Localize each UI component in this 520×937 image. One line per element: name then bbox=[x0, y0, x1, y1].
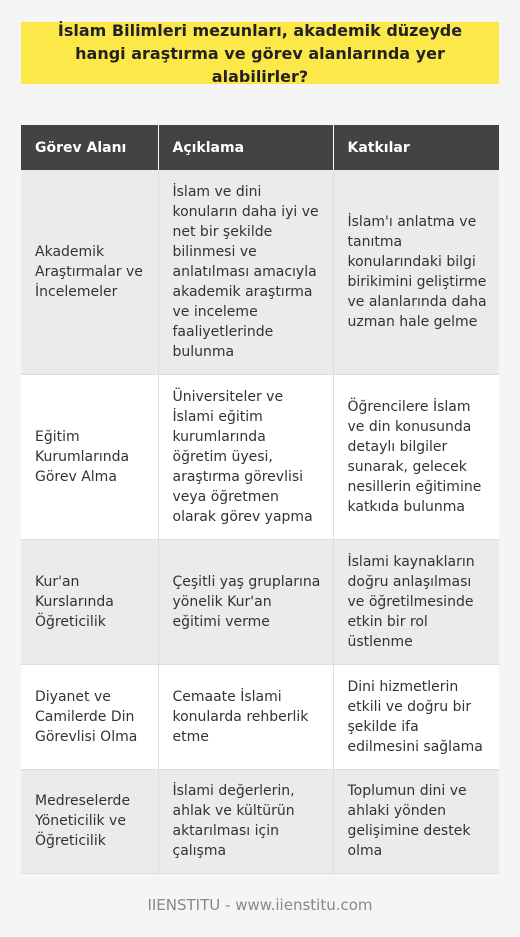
duty-area-cell: Medreselerde Yöneticilik ve Öğreticilik bbox=[21, 769, 158, 873]
page-title: İslam Bilimleri mezunları, akademik düzeyde hangi araştırma ve görev alanlarında yer alabilirler? bbox=[57, 20, 463, 86]
contribution-cell: Öğrencilere İslam ve din konusunda detaylı bilgiler sunarak, gelecek nesillerin eğitimine katkıda bulunma bbox=[333, 374, 499, 539]
column-header-contributions: Katkılar bbox=[333, 125, 499, 170]
table-header-row bbox=[21, 125, 499, 170]
description-cell: Çeşitli yaş gruplarına yönelik Kur'an eğitimi verme bbox=[158, 539, 333, 664]
table-row bbox=[21, 769, 499, 873]
title-banner bbox=[21, 22, 499, 84]
duty-area-cell: Kur'an Kurslarında Öğreticilik bbox=[21, 539, 158, 664]
table-row bbox=[21, 539, 499, 664]
contribution-cell: Toplumun dini ve ahlaki yönden gelişimine destek olma bbox=[333, 769, 499, 873]
description-cell: Cemaate İslami konularda rehberlik etme bbox=[158, 664, 333, 769]
column-header-description: Açıklama bbox=[158, 125, 333, 170]
duties-table bbox=[21, 125, 499, 874]
description-cell: İslami değerlerin, ahlak ve kültürün aktarılması için çalışma bbox=[158, 769, 333, 873]
table-row bbox=[21, 374, 499, 539]
contribution-cell: Dini hizmetlerin etkili ve doğru bir şekilde ifa edilmesini sağlama bbox=[333, 664, 499, 769]
duty-area-cell: Akademik Araştırmalar ve İncelemeler bbox=[21, 170, 158, 374]
contribution-cell: İslam'ı anlatma ve tanıtma konularındaki bilgi birikimini geliştirme ve alanlarında daha uzman hale gelme bbox=[333, 170, 499, 374]
footer-credit: IIENSTITU - www.iienstitu.com bbox=[147, 896, 373, 914]
table-row bbox=[21, 664, 499, 769]
contribution-cell: İslami kaynakların doğru anlaşılması ve öğretilmesinde etkin bir rol üstlenme bbox=[333, 539, 499, 664]
duty-area-cell: Eğitim Kurumlarında Görev Alma bbox=[21, 374, 158, 539]
column-header-duty-area: Görev Alanı bbox=[21, 125, 158, 170]
description-cell: İslam ve dini konuların daha iyi ve net bir şekilde bilinmesi ve anlatılması amacıyla akademik araştırma ve inceleme faaliyetlerinde bulunma bbox=[158, 170, 333, 374]
description-cell: Üniversiteler ve İslami eğitim kurumlarında öğretim üyesi, araştırma görevlisi veya öğretmen olarak görev yapma bbox=[158, 374, 333, 539]
duty-area-cell: Diyanet ve Camilerde Din Görevlisi Olma bbox=[21, 664, 158, 769]
table-row bbox=[21, 170, 499, 374]
